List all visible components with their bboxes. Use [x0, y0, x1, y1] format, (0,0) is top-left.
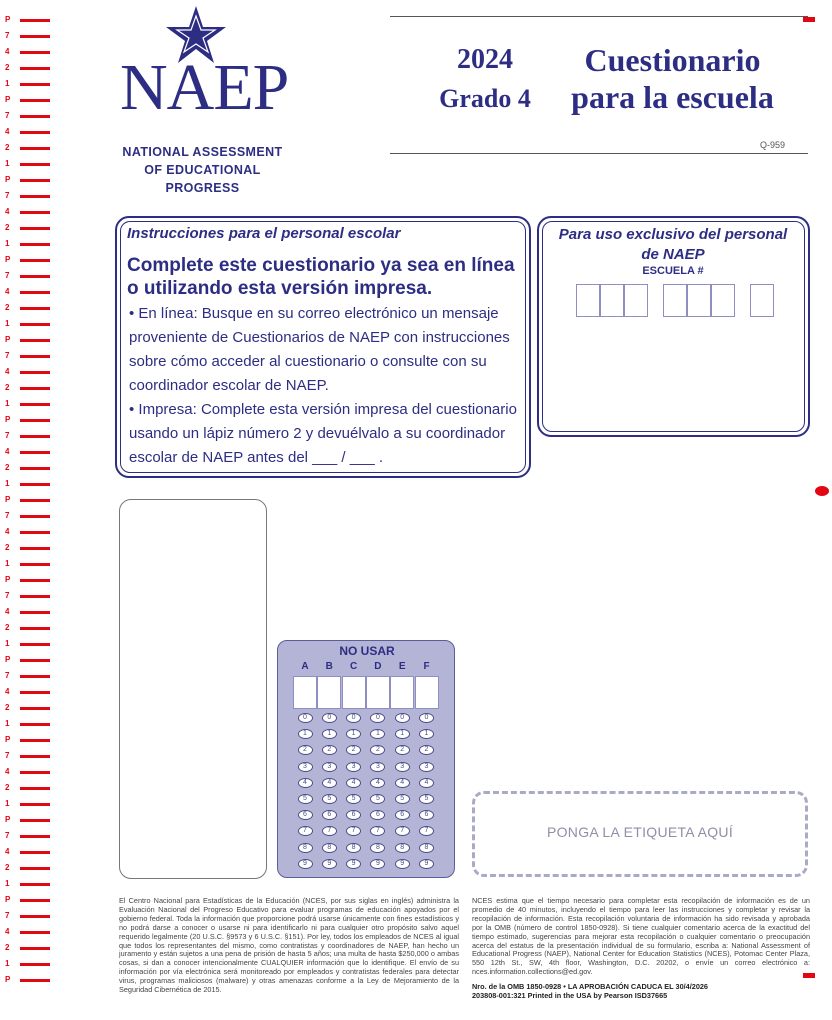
timing-label: 1: [5, 879, 10, 888]
timing-label: 2: [5, 223, 10, 232]
grade: Grado 4: [439, 84, 531, 113]
timing-mark: [20, 419, 50, 422]
timing-mark: [20, 83, 50, 86]
timing-label: 4: [5, 927, 10, 936]
grid-bubble[interactable]: 7: [395, 826, 410, 836]
timing-mark: [20, 467, 50, 470]
timing-label: 7: [5, 591, 10, 600]
timing-label: 2: [5, 543, 10, 552]
grid-bubble[interactable]: 8: [419, 843, 434, 853]
timing-mark: [20, 819, 50, 822]
grid-bubble[interactable]: 1: [322, 729, 337, 739]
timing-mark: [20, 851, 50, 854]
blank-area: [119, 499, 267, 879]
timing-mark: [20, 707, 50, 710]
grid-bubble[interactable]: 6: [346, 810, 361, 820]
timing-label: 2: [5, 943, 10, 952]
timing-label: P: [5, 495, 11, 504]
timing-label: P: [5, 15, 11, 24]
timing-label: 4: [5, 287, 10, 296]
timing-mark: [20, 435, 50, 438]
grid-bubble[interactable]: 7: [322, 826, 337, 836]
naep-subtitle-line: OF EDUCATIONAL: [144, 163, 261, 177]
grid-bubble[interactable]: 9: [346, 859, 361, 869]
header-top-rule: [390, 16, 808, 17]
timing-label: P: [5, 255, 11, 264]
instruction-online: • En línea: Busque en su correo electrónico un mensaje proveniente de Cuestionarios de NAEP con instrucciones sobre cómo acceder al cuestionario o consulte con su coordinador escolar de NAEP.: [129, 305, 510, 394]
grid-bubble[interactable]: 0: [370, 713, 385, 723]
timing-mark: [20, 899, 50, 902]
timing-mark: [20, 883, 50, 886]
timing-label: 7: [5, 31, 10, 40]
timing-mark: [20, 579, 50, 582]
timing-label: P: [5, 575, 11, 584]
year: 2024: [457, 44, 513, 75]
grid-entry-box[interactable]: [390, 676, 414, 709]
timing-mark: [20, 387, 50, 390]
grid-bubble[interactable]: 8: [395, 843, 410, 853]
grid-column-letter: A: [301, 661, 309, 672]
timing-label: 2: [5, 703, 10, 712]
grid-bubble[interactable]: 0: [322, 713, 337, 723]
grid-bubble[interactable]: 1: [298, 729, 313, 739]
timing-label: 4: [5, 367, 10, 376]
instruction-print: • Impresa: Complete esta versión impresa del cuestionario usando un lápiz número 2 y devuélvalo a su coordinador escolar de NAEP antes del ___ / ___ .: [129, 401, 517, 466]
timing-mark: [20, 179, 50, 182]
burden-statement: NCES estima que el tiempo necesario para completar esta recopilación de información es de un promedio de 40 minutos, incluyendo el tiempo para leer las instrucciones y completar y revisar la recopilación de información. Esta recopilación voluntaria de información ha sido revisada y aprobada por la OMB (número de control 1850-0928). Si tiene cualquier comentario acerca de la exactitud del tiempo estimado, sugerencias para mejorar esta recopilación o cualquier comentario o preocupación acerca del estatus de la presentación individual de su formulario, escriba a: National Assessment of Educational Progress (NAEP), National Center for Education Statistics (NCES), Potomac Center Plaza, 550 12th St., SW, 4th floor, Washington, D.C. 20202, o envíe un correo electrónico a: nces.information.collections@ed.gov.: [472, 896, 810, 977]
naep-subtitle-line: NATIONAL ASSESSMENT: [122, 145, 283, 159]
grid-entry-box[interactable]: [366, 676, 390, 709]
grid-bubble[interactable]: 6: [370, 810, 385, 820]
header-bottom-rule: [390, 153, 808, 154]
staff-only-heading: Para uso exclusivo del personal de NAEP: [558, 226, 788, 263]
page-title: [555, 42, 790, 116]
timing-label: 7: [5, 831, 10, 840]
timing-label: 1: [5, 239, 10, 248]
timing-label: 7: [5, 271, 10, 280]
grid-entry-box[interactable]: [317, 676, 341, 709]
timing-label: 1: [5, 959, 10, 968]
grid-bubble[interactable]: 4: [419, 778, 434, 788]
timing-mark: [20, 19, 50, 22]
grid-bubble[interactable]: 5: [322, 794, 337, 804]
school-digit-box[interactable]: [711, 284, 735, 317]
grid-title: NO USAR: [339, 644, 395, 658]
timing-mark: [20, 931, 50, 934]
form-number: Q-959: [760, 140, 786, 150]
grid-bubble[interactable]: 4: [370, 778, 385, 788]
timing-mark: [20, 227, 50, 230]
timing-label: 7: [5, 191, 10, 200]
timing-label: 2: [5, 143, 10, 152]
timing-label: 4: [5, 687, 10, 696]
do-not-use-grid: [277, 640, 455, 878]
timing-label: 1: [5, 319, 10, 328]
timing-mark: [20, 643, 50, 646]
timing-mark: [20, 211, 50, 214]
grid-bubble[interactable]: 2: [419, 745, 434, 755]
grid-column-letter: F: [423, 661, 430, 672]
timing-label: 1: [5, 639, 10, 648]
timing-label: 2: [5, 383, 10, 392]
timing-label: 4: [5, 127, 10, 136]
naep-wordmark: NAEP: [120, 51, 289, 124]
grid-bubble[interactable]: 3: [298, 762, 313, 772]
grid-bubble[interactable]: 5: [298, 794, 313, 804]
timing-mark: [20, 787, 50, 790]
timing-label: 1: [5, 479, 10, 488]
grid-bubble[interactable]: 4: [322, 778, 337, 788]
grid-bubble[interactable]: 6: [298, 810, 313, 820]
timing-label: 4: [5, 47, 10, 56]
timing-mark: [20, 739, 50, 742]
grid-bubble[interactable]: 3: [395, 762, 410, 772]
timing-mark: [20, 259, 50, 262]
grid-bubble[interactable]: 8: [322, 843, 337, 853]
grid-bubble[interactable]: 2: [395, 745, 410, 755]
timing-mark: [20, 771, 50, 774]
timing-mark: [20, 291, 50, 294]
timing-label: P: [5, 815, 11, 824]
timing-label: 1: [5, 559, 10, 568]
grid-bubble[interactable]: 4: [298, 778, 313, 788]
timing-label: P: [5, 415, 11, 424]
timing-mark: [20, 483, 50, 486]
timing-label: 2: [5, 303, 10, 312]
timing-mark: [20, 835, 50, 838]
timing-mark: [20, 979, 50, 982]
omb-line: Nro. de la OMB 1850-0928 • LA APROBACIÓN CADUCA EL 30/4/2026: [472, 982, 708, 991]
grid-bubble[interactable]: 9: [395, 859, 410, 869]
timing-mark: [20, 915, 50, 918]
timing-label: 7: [5, 511, 10, 520]
timing-mark: [20, 963, 50, 966]
grid-entry-box[interactable]: [293, 676, 317, 709]
timing-label: 2: [5, 783, 10, 792]
timing-mark: [20, 755, 50, 758]
timing-label: 7: [5, 351, 10, 360]
timing-mark: [20, 115, 50, 118]
grid-entry-box[interactable]: [342, 676, 366, 709]
school-digit-box[interactable]: [750, 284, 774, 317]
corner-mark: [803, 973, 815, 978]
timing-label: P: [5, 175, 11, 184]
timing-label: 2: [5, 623, 10, 632]
grid-column-letter: E: [398, 661, 406, 672]
timing-mark: [20, 355, 50, 358]
timing-label: P: [5, 335, 11, 344]
grid-column-letter: B: [325, 661, 333, 672]
timing-mark: [20, 723, 50, 726]
grid-bubble[interactable]: 2: [298, 745, 313, 755]
label-area: [472, 791, 808, 877]
grid-bubble[interactable]: 7: [370, 826, 385, 836]
timing-mark: [20, 659, 50, 662]
grid-bubble[interactable]: 5: [419, 794, 434, 804]
grid-bubble[interactable]: 3: [322, 762, 337, 772]
timing-label: 4: [5, 847, 10, 856]
timing-label: 4: [5, 207, 10, 216]
timing-mark: [20, 67, 50, 70]
grid-bubble[interactable]: 5: [395, 794, 410, 804]
timing-mark: [20, 195, 50, 198]
timing-label: 7: [5, 111, 10, 120]
grid-bubble[interactable]: 6: [395, 810, 410, 820]
grid-bubble[interactable]: 0: [419, 713, 434, 723]
grid-bubble[interactable]: 1: [419, 729, 434, 739]
school-number-label: ESCUELA #: [642, 265, 704, 277]
timing-label: P: [5, 975, 11, 984]
timing-label: 1: [5, 719, 10, 728]
grid-bubble[interactable]: 9: [419, 859, 434, 869]
grid-bubble[interactable]: 4: [395, 778, 410, 788]
grid-bubble[interactable]: 1: [346, 729, 361, 739]
grid-column-letter: D: [374, 661, 382, 672]
grid-bubble[interactable]: 8: [346, 843, 361, 853]
grid-column-letter: C: [349, 661, 358, 672]
school-digit-box[interactable]: [663, 284, 687, 317]
grid-bubble[interactable]: 8: [298, 843, 313, 853]
timing-mark: [20, 803, 50, 806]
timing-mark: [20, 323, 50, 326]
timing-mark: [20, 515, 50, 518]
grid-bubble[interactable]: 9: [298, 859, 313, 869]
grid-bubble[interactable]: 0: [346, 713, 361, 723]
timing-label: 2: [5, 63, 10, 72]
timing-mark: [20, 243, 50, 246]
grid-bubble[interactable]: 1: [370, 729, 385, 739]
grid-bubble[interactable]: 2: [346, 745, 361, 755]
grid-bubble[interactable]: 4: [346, 778, 361, 788]
timing-label: P: [5, 895, 11, 904]
grid-bubble[interactable]: 2: [322, 745, 337, 755]
timing-label: 4: [5, 527, 10, 536]
timing-mark: [20, 275, 50, 278]
print-line: 203808-001:321 Printed in the USA by Pearson ISD37665: [472, 991, 668, 1000]
timing-label: 7: [5, 671, 10, 680]
timing-mark: [20, 611, 50, 614]
timing-mark: [20, 627, 50, 630]
grid-bubble[interactable]: 6: [322, 810, 337, 820]
grid-bubble[interactable]: 9: [322, 859, 337, 869]
timing-mark: [20, 691, 50, 694]
timing-label: 1: [5, 79, 10, 88]
timing-label: P: [5, 95, 11, 104]
title-line-1: Cuestionario: [584, 42, 761, 78]
grid-bubble[interactable]: 7: [298, 826, 313, 836]
grid-bubble[interactable]: 3: [346, 762, 361, 772]
school-digit-box[interactable]: [600, 284, 624, 317]
privacy-notice: El Centro Nacional para Estadísticas de la Educación (NCES, por sus siglas en inglés) administra la Evaluación Nacional del Progreso Educativo para evaluar programas de educación apoyados por el gobierno federal. Toda la información que proporcione podrá usarse únicamente con fines estadísticos y no podrá darse a conocer o usarse ni para identificarlo ni para cualquier otro propósito salvo aquel requerido legalmente (20 U.S.C. §9573 y 6 U.S.C. §151). Por ley, todos los empleados de NCES al igual que todos los representantes del mismo, como contratistas y coordinadores de NAEP, han hecho un juramento y están sujetos a una pena de prisión de hasta 5 años; una multa de hasta $250,000 o ambas cosas, si dan a conocer intencionalmente CUALQUIER información que lo identifique. El envío de su información por vía electrónica será monitoreado por empleados y contratistas federales para detectar virus, programas maliciosos (malware) y otras amenazas conforme a la Ley de Mejoramiento de la Seguridad Cibernética de 2015.: [119, 896, 459, 995]
timing-mark: [20, 51, 50, 54]
naep-subtitle: [105, 143, 300, 197]
timing-mark: [20, 947, 50, 950]
grid-bubble[interactable]: 8: [370, 843, 385, 853]
grid-bubble[interactable]: 0: [298, 713, 313, 723]
school-digit-box[interactable]: [576, 284, 600, 317]
timing-label: 4: [5, 607, 10, 616]
timing-mark: [20, 499, 50, 502]
timing-mark: [20, 675, 50, 678]
grid-bubble[interactable]: 3: [370, 762, 385, 772]
grid-bubble[interactable]: 1: [395, 729, 410, 739]
grid-bubble[interactable]: 7: [419, 826, 434, 836]
timing-mark: [20, 563, 50, 566]
grid-bubble[interactable]: 5: [370, 794, 385, 804]
school-digit-box[interactable]: [624, 284, 648, 317]
timing-mark: [20, 531, 50, 534]
timing-label: 4: [5, 767, 10, 776]
timing-label: 2: [5, 463, 10, 472]
timing-mark: [20, 99, 50, 102]
timing-mark: [20, 147, 50, 150]
grid-entry-box[interactable]: [415, 676, 439, 709]
timing-mark: [20, 307, 50, 310]
timing-label: 1: [5, 159, 10, 168]
timing-label: P: [5, 735, 11, 744]
grid-bubble[interactable]: 9: [370, 859, 385, 869]
grid-bubble[interactable]: 3: [419, 762, 434, 772]
timing-mark: [20, 163, 50, 166]
timing-mark: [20, 867, 50, 870]
grid-bubble[interactable]: 5: [346, 794, 361, 804]
timing-label: P: [5, 655, 11, 664]
timing-mark: [20, 451, 50, 454]
timing-label: 1: [5, 799, 10, 808]
timing-mark: [20, 35, 50, 38]
timing-mark: [20, 131, 50, 134]
timing-track: [0, 0, 70, 1020]
timing-label: 4: [5, 447, 10, 456]
naep-subtitle-line: PROGRESS: [165, 181, 240, 195]
school-digit-box[interactable]: [687, 284, 711, 317]
timing-mark: [20, 403, 50, 406]
timing-label: 7: [5, 751, 10, 760]
title-line-2: para la escuela: [571, 79, 774, 115]
grid-bubble[interactable]: 0: [395, 713, 410, 723]
timing-mark: [20, 595, 50, 598]
timing-label: 1: [5, 399, 10, 408]
timing-label: 2: [5, 863, 10, 872]
grid-bubble[interactable]: 7: [346, 826, 361, 836]
timing-mark: [20, 547, 50, 550]
timing-label: 7: [5, 431, 10, 440]
instructions-lead: Complete este cuestionario ya sea en línea o utilizando esta versión impresa.: [127, 255, 515, 299]
label-area-text: PONGA LA ETIQUETA AQUÍ: [546, 824, 734, 840]
registration-dot: [815, 486, 829, 496]
corner-mark: [803, 17, 815, 22]
grid-bubble[interactable]: 2: [370, 745, 385, 755]
grid-bubble[interactable]: 6: [419, 810, 434, 820]
instructions-heading: Instrucciones para el personal escolar: [127, 225, 401, 242]
timing-mark: [20, 371, 50, 374]
timing-label: 7: [5, 911, 10, 920]
timing-mark: [20, 339, 50, 342]
